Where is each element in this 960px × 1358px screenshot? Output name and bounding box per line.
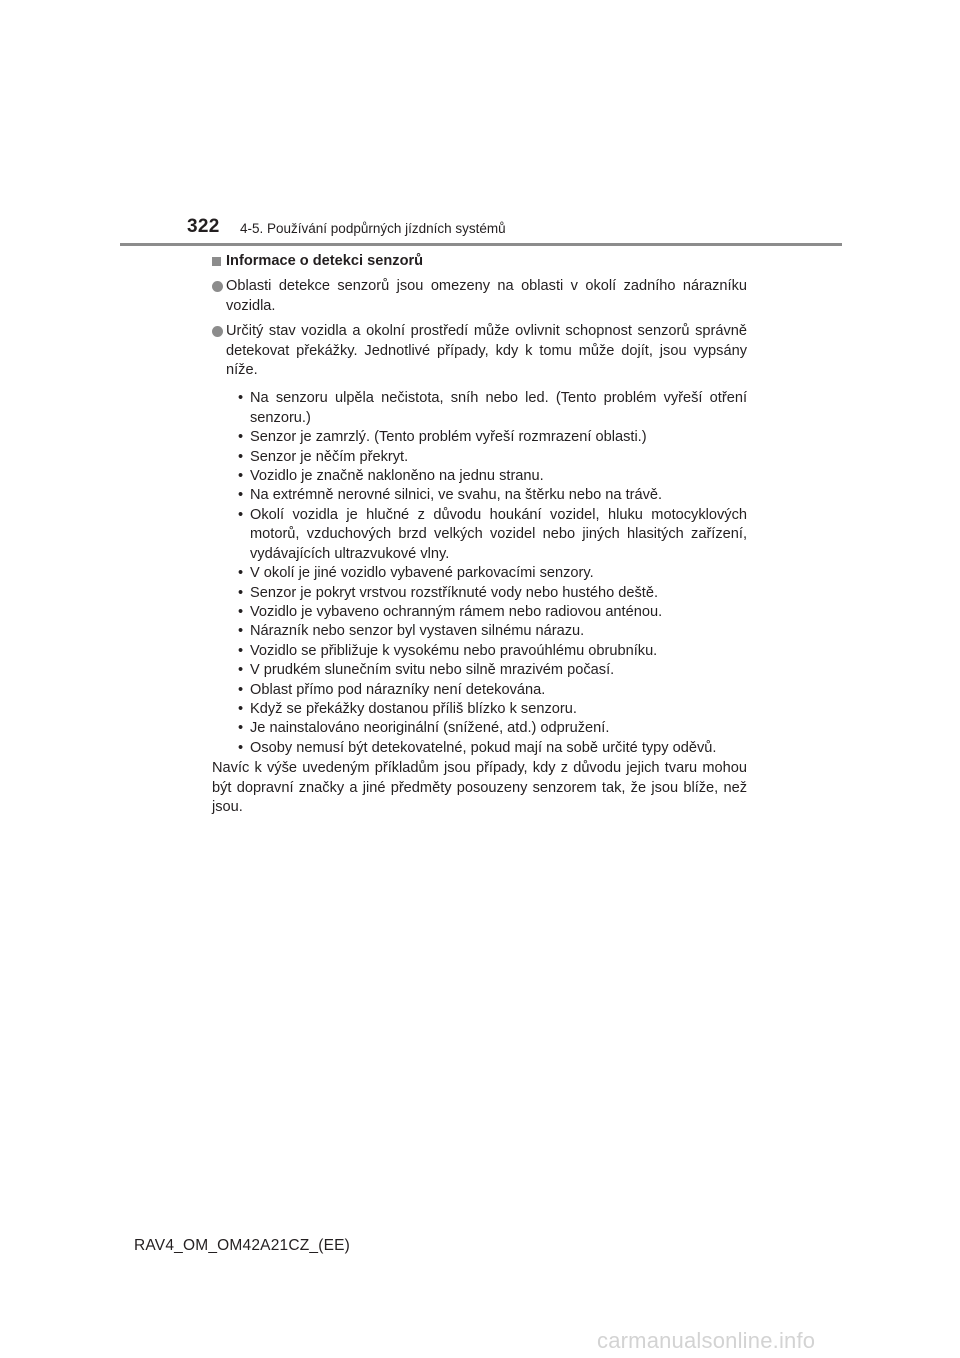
list-item: • V okolí je jiné vozidlo vybavené parkovacími senzory. [250, 564, 747, 583]
info-paragraph-text: Oblasti detekce senzorů jsou omezeny na oblasti v okolí zadního nárazníku vozidla. [226, 278, 747, 314]
page-number: 322 [187, 216, 220, 237]
square-bullet-icon [212, 257, 221, 266]
list-item: • Vozidlo je značně nakloněno na jednu stranu. [250, 467, 747, 486]
condition-list [212, 389, 747, 758]
circle-bullet-icon [212, 326, 223, 337]
section-title: 4-5. Používání podpůrných jízdních systémů [240, 221, 506, 236]
list-item: • Když se překážky dostanou příliš blízko k senzoru. [250, 700, 747, 719]
circle-bullet-icon [212, 281, 223, 292]
list-item: • V prudkém slunečním svitu nebo silně mrazivém počasí. [250, 661, 747, 680]
list-item: • Senzor je něčím překryt. [250, 448, 747, 467]
list-item: • Je nainstalováno neoriginální (snížené, atd.) odpružení. [250, 719, 747, 738]
watermark: carmanualsonline.info [597, 1328, 816, 1353]
list-item: • Senzor je zamrzlý. (Tento problém vyřeší rozmrazení oblasti.) [250, 428, 747, 447]
list-item: • Oblast přímo pod nárazníky není detekována. [250, 681, 747, 700]
list-item: • Osoby nemusí být detekovatelné, pokud mají na sobě určité typy oděvů. [250, 739, 747, 758]
main-content [212, 252, 747, 817]
list-item: • Senzor je pokryt vrstvou rozstříknuté vody nebo hustého deště. [250, 584, 747, 603]
info-paragraph [212, 322, 747, 380]
list-item: • Na senzoru ulpěla nečistota, sníh nebo led. (Tento problém vyřeší otření senzoru.) [250, 389, 747, 428]
info-paragraph-text: Určitý stav vozidla a okolní prostředí může ovlivnit schopnost senzorů správně detekovat překážky. Jednotlivé případy, kdy k tomu může dojít, jsou vypsány níže. [226, 323, 747, 379]
info-paragraph [212, 277, 747, 316]
list-item: • Vozidlo je vybaveno ochranným rámem nebo radiovou anténou. [250, 603, 747, 622]
document-code: RAV4_OM_OM42A21CZ_(EE) [134, 1237, 351, 1254]
subsection-heading [212, 252, 747, 271]
subsection-heading-text: Informace o detekci senzorů [226, 253, 424, 269]
list-item: • Vozidlo se přibližuje k vysokému nebo pravoúhlému obrubníku. [250, 642, 747, 661]
header-divider [120, 243, 842, 246]
list-item: • Nárazník nebo senzor byl vystaven silnému nárazu. [250, 622, 747, 641]
list-item: • Okolí vozidla je hlučné z důvodu houkání vozidel, hluku motocyklových motorů, vzduchových brzd velkých vozidel nebo jiných hlasitých zařízení, vydávajících ultrazvukové vlny. [250, 506, 747, 564]
additional-note: Navíc k výše uvedeným příkladům jsou případy, kdy z důvodu jejich tvaru mohou být dopravní značky a jiné předměty posouzeny senzorem tak, že jsou blíže, než jsou. [212, 760, 747, 815]
list-item: • Na extrémně nerovné silnici, ve svahu, na štěrku nebo na trávě. [250, 486, 747, 505]
